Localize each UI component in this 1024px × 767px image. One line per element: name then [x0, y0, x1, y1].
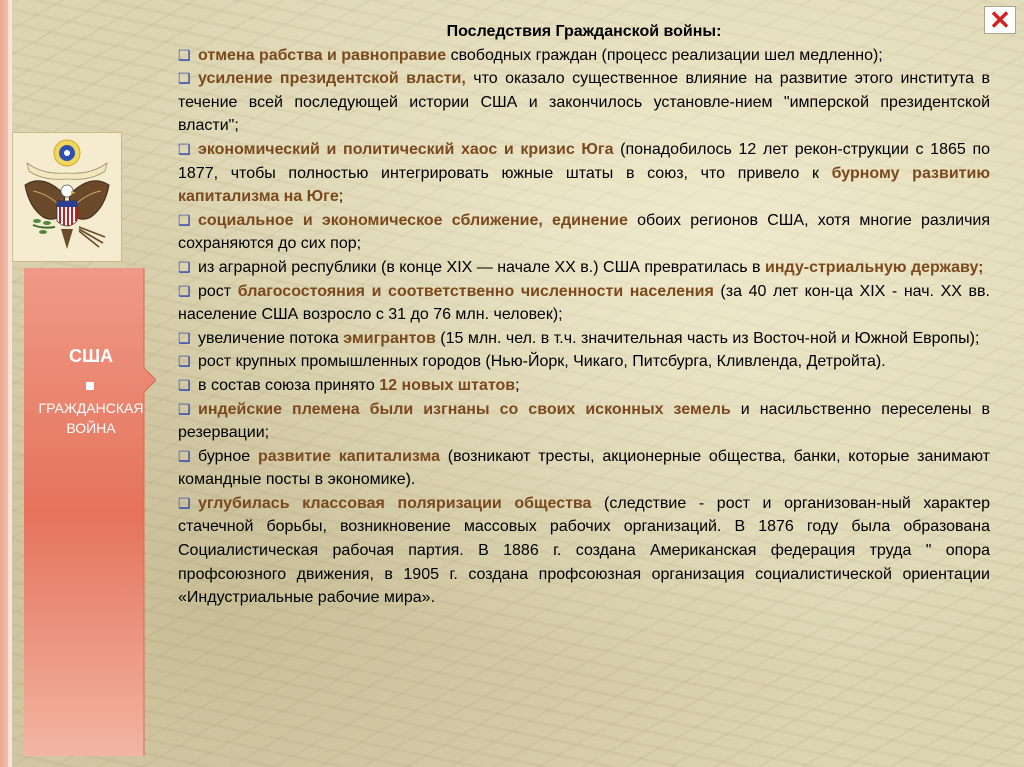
sidebar-subtitle-line1: ГРАЖДАНСКАЯ — [38, 400, 144, 416]
highlighted-text: бурному развитию капитализма на Юге — [178, 164, 990, 206]
item-text: (15 млн. чел. в т.ч. значительная часть из Восточ-ной и Южной Европы); — [435, 329, 980, 347]
item-text: ; — [515, 376, 520, 394]
highlighted-text: благосостояния и соответственно численности населения — [237, 282, 714, 300]
item-text: в состав союза принято — [198, 376, 380, 394]
highlighted-text: усиление президентской власти, — [198, 70, 466, 88]
checkbox-bullet-icon: ❑ — [178, 329, 191, 346]
item-text: (за 40 лет кон-ца XIX - нач. XX вв. население США возросло с 31 до 76 млн. человек); — [178, 282, 990, 324]
list-item — [178, 209, 990, 256]
item-text: (понадобилось 12 лет рекон-струкции с 1865 по 1877, чтобы полностью интегрировать южные штаты в союз, что привело к — [178, 140, 991, 182]
list-item — [178, 374, 990, 398]
list-item — [178, 492, 990, 610]
highlighted-text: социальное и экономическое сближение, единение — [198, 211, 628, 229]
item-text: свободных граждан (процесс реализации шел медленно); — [446, 46, 883, 64]
checkbox-bullet-icon: ❑ — [178, 376, 191, 393]
sidebar-subtitle — [24, 398, 158, 438]
highlighted-text: индейские племена были изгнаны со своих исконных земель — [198, 400, 731, 418]
item-text: что оказало существенное влияние на развитие этого института в течение всей последующей истории США и закончилось установле-нием "имперской президентской власти"; — [178, 70, 990, 135]
list-item — [178, 445, 990, 492]
sidebar-separator — [86, 382, 94, 390]
item-text: и насильственно переселены в резервации; — [178, 400, 991, 442]
highlighted-text: экономический и политический хаос и кризис Юга — [198, 140, 614, 158]
item-text: рост крупных промышленных городов (Нью-Йорк, Чикаго, Питсбурга, Кливленда, Детройта). — [198, 353, 886, 371]
list-item — [178, 327, 990, 351]
list-item — [178, 280, 990, 327]
highlighted-text: углубилась классовая поляризации общества — [198, 494, 592, 512]
page-title: Последствия Гражданской войны: — [446, 23, 722, 40]
item-text: обоих регионов США, хотя многие различия сохраняются до сих пор; — [178, 211, 990, 253]
highlighted-text: отмена рабства и равноправие — [198, 46, 447, 64]
list-item — [178, 350, 990, 374]
highlighted-text: развитие капитализма — [257, 447, 440, 465]
list-item — [178, 138, 990, 209]
checkbox-bullet-icon: ❑ — [178, 494, 191, 511]
item-text: (следствие - рост и организован-ный характер стачечной борьбы, возникновение массовых рабочих организаций. В 1876 году была образована Социалистическая рабочая партия. В 1886 г. создана Американская федерация труда " опора профсоюзного движения, в 1905 г. создана профсоюзная организация социалистической ориентации «Индустриальные рабочие мира». — [178, 494, 990, 607]
list-item — [178, 67, 990, 138]
highlighted-text: эмигрантов — [343, 329, 436, 347]
item-text: из аграрной республики (в конце XIX — начале XX в.) США превратилась в — [198, 258, 765, 276]
highlighted-text: инду-стриальную державу; — [764, 258, 984, 276]
sidebar-title: США — [68, 346, 114, 366]
sidebar-strip-highlight — [8, 0, 12, 767]
checkbox-bullet-icon: ❑ — [178, 140, 191, 157]
item-text: увеличение потока — [198, 329, 344, 347]
consequences-list — [178, 44, 990, 610]
checkbox-bullet-icon: ❑ — [178, 70, 191, 87]
checkbox-bullet-icon: ❑ — [178, 353, 191, 370]
highlighted-text: 12 новых штатов — [379, 376, 516, 394]
item-text: бурное — [198, 447, 258, 465]
checkbox-bullet-icon: ❑ — [178, 447, 191, 464]
checkbox-bullet-icon: ❑ — [178, 282, 191, 299]
close-icon: ✕ — [989, 5, 1011, 35]
list-item — [178, 256, 990, 280]
checkbox-bullet-icon: ❑ — [178, 211, 191, 228]
checkbox-bullet-icon: ❑ — [178, 258, 191, 275]
sidebar — [0, 0, 172, 767]
item-text: ; — [338, 188, 344, 206]
list-item — [178, 398, 990, 445]
list-item — [178, 44, 990, 68]
item-text: рост — [198, 282, 238, 300]
sidebar-subtitle-line2: ВОЙНА — [66, 420, 116, 436]
main-content — [178, 20, 990, 610]
sidebar-label-panel — [24, 268, 156, 756]
checkbox-bullet-icon: ❑ — [178, 400, 191, 417]
checkbox-bullet-icon: ❑ — [178, 46, 191, 63]
item-text: (возникают тресты, акционерные общества, банки, которые занимают командные посты в экономике). — [178, 447, 990, 489]
great-seal-emblem — [12, 132, 122, 262]
eagle-seal-icon — [13, 133, 121, 261]
